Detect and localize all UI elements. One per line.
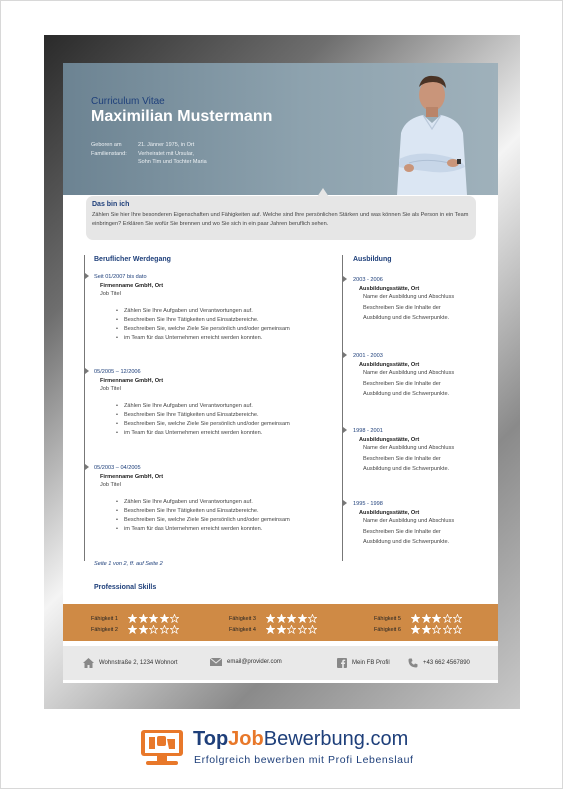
envelope-icon bbox=[210, 658, 222, 666]
facebook-icon bbox=[337, 658, 347, 668]
edu-line: Beschreiben Sie die Inhalte der bbox=[363, 304, 441, 311]
star-filled-icon bbox=[422, 625, 431, 634]
education-entry bbox=[353, 428, 493, 475]
education-timeline bbox=[342, 255, 343, 561]
family-value: Verheiratet mit Ursular, bbox=[138, 150, 194, 157]
brand-part-3: Bewerbung.com bbox=[263, 728, 409, 750]
star-filled-icon bbox=[298, 614, 307, 623]
star-empty-icon bbox=[443, 625, 452, 634]
skill-label: Fähigkeit 5 bbox=[374, 615, 401, 622]
brand-tagline: Erfolgreich bewerben mit Profi Lebenslauf bbox=[194, 754, 414, 766]
timeline-marker bbox=[85, 368, 89, 374]
edu-place: Ausbildungsstätte, Ort bbox=[359, 362, 420, 368]
cv-header bbox=[63, 63, 498, 195]
job-bullet: • Beschreiben Sie Ihre Tätigkeiten und Einsatzbereiche. bbox=[116, 507, 319, 516]
skill-row bbox=[374, 614, 464, 623]
edu-place: Ausbildungsstätte, Ort bbox=[359, 437, 420, 443]
edu-line: Beschreiben Sie die Inhalte der bbox=[363, 528, 441, 535]
born-value: 21. Jänner 1975, in Ort bbox=[138, 142, 195, 148]
star-empty-icon bbox=[287, 625, 296, 634]
education-entry bbox=[353, 277, 493, 324]
job-entry bbox=[94, 274, 319, 343]
address-text: Wohnstraße 2, 1234 Wohnort bbox=[99, 660, 178, 666]
star-filled-icon bbox=[277, 625, 286, 634]
job-bullet: • Beschreiben Sie, welche Ziele Sie persönlich und/oder gemeinsam bbox=[116, 420, 319, 429]
job-entry bbox=[94, 465, 319, 534]
home-icon bbox=[83, 658, 94, 668]
job-bullets bbox=[116, 307, 319, 343]
job-title: Job Titel bbox=[100, 482, 121, 488]
born-label: Geboren am bbox=[91, 142, 122, 148]
job-bullet: • Beschreiben Sie Ihre Tätigkeiten und Einsatzbereiche. bbox=[116, 411, 319, 420]
timeline-marker bbox=[343, 500, 347, 506]
star-filled-icon bbox=[266, 625, 275, 634]
star-filled-icon bbox=[422, 614, 431, 623]
skill-label: Fähigkeit 3 bbox=[229, 615, 256, 622]
email-text[interactable]: email@provider.com bbox=[227, 659, 282, 665]
star-filled-icon bbox=[128, 625, 137, 634]
star-empty-icon bbox=[170, 614, 179, 623]
skill-row bbox=[91, 625, 181, 634]
phone-item bbox=[408, 658, 470, 668]
phone-text: +43 662 4567890 bbox=[423, 660, 470, 666]
contact-footer bbox=[63, 646, 498, 680]
star-empty-icon bbox=[149, 625, 158, 634]
education-section-title: Ausbildung bbox=[353, 256, 392, 263]
skill-rating bbox=[411, 614, 464, 623]
job-bullet: • Zählen Sie Ihre Aufgaben und Verantwortungen auf. bbox=[116, 402, 319, 411]
personal-info bbox=[91, 141, 207, 167]
cv-document bbox=[63, 63, 498, 683]
skills-section-title: Professional Skills bbox=[94, 584, 157, 591]
timeline-marker bbox=[85, 464, 89, 470]
edu-date: 2001 - 2003 bbox=[353, 353, 383, 359]
job-company: Firmenname GmbH, Ort bbox=[100, 378, 164, 384]
job-bullet: • Zählen Sie Ihre Aufgaben und Verantwortungen auf. bbox=[116, 498, 319, 507]
skill-row bbox=[91, 614, 181, 623]
edu-line: Beschreiben Sie die Inhalte der bbox=[363, 455, 441, 462]
job-title: Job Titel bbox=[100, 291, 121, 297]
edu-line: Name der Ausbildung und Abschluss bbox=[363, 518, 455, 524]
timeline-marker bbox=[343, 276, 347, 282]
timeline-marker bbox=[343, 427, 347, 433]
star-filled-icon bbox=[128, 614, 137, 623]
address-item bbox=[83, 658, 178, 668]
skill-rating bbox=[266, 625, 319, 634]
job-bullet-cont: • im Team für das Unternehmen erreicht werden konnten. bbox=[116, 334, 319, 343]
job-bullet: • Zählen Sie Ihre Aufgaben und Verantwortungen auf. bbox=[116, 307, 319, 316]
job-date: 05/2005 – 12/2006 bbox=[94, 369, 141, 375]
cv-subtitle: Curriculum Vitae bbox=[91, 96, 165, 107]
skills-bar bbox=[63, 604, 498, 641]
brand-wordmark bbox=[193, 728, 408, 751]
edu-place: Ausbildungsstätte, Ort bbox=[359, 286, 420, 292]
brand-part-1: Top bbox=[193, 728, 229, 750]
job-entry bbox=[94, 369, 319, 438]
email-item[interactable] bbox=[210, 658, 282, 666]
star-filled-icon bbox=[411, 625, 420, 634]
star-empty-icon bbox=[170, 625, 179, 634]
brand-part-2: Job bbox=[228, 728, 264, 750]
star-empty-icon bbox=[160, 625, 169, 634]
star-filled-icon bbox=[277, 614, 286, 623]
facebook-text[interactable]: Mein FB Profil bbox=[352, 660, 390, 666]
skill-rating bbox=[411, 625, 464, 634]
skill-label: Fähigkeit 2 bbox=[91, 626, 118, 633]
star-empty-icon bbox=[308, 625, 317, 634]
edu-line: Ausbildung und die Schwerpunkte. bbox=[363, 539, 450, 545]
education-entry bbox=[353, 353, 493, 400]
job-bullet-cont: • im Team für das Unternehmen erreicht werden konnten. bbox=[116, 525, 319, 534]
job-bullet-cont: • im Team für das Unternehmen erreicht werden konnten. bbox=[116, 429, 319, 438]
star-empty-icon bbox=[432, 625, 441, 634]
edu-line: Name der Ausbildung und Abschluss bbox=[363, 445, 455, 451]
star-filled-icon bbox=[139, 625, 148, 634]
skill-row bbox=[374, 625, 464, 634]
edu-line: Beschreiben Sie die Inhalte der bbox=[363, 380, 441, 387]
work-timeline bbox=[84, 255, 85, 561]
job-bullets bbox=[116, 402, 319, 438]
facebook-item[interactable] bbox=[337, 658, 390, 668]
family-value-2: Sohn Tim und Tochter Maria bbox=[138, 159, 207, 165]
timeline-marker bbox=[343, 352, 347, 358]
edu-line: Name der Ausbildung und Abschluss bbox=[363, 294, 455, 300]
phone-icon bbox=[408, 658, 418, 668]
portrait-photo bbox=[379, 67, 479, 195]
job-company: Firmenname GmbH, Ort bbox=[100, 474, 164, 480]
timeline-marker bbox=[85, 273, 89, 279]
star-empty-icon bbox=[298, 625, 307, 634]
monitor-logo-icon bbox=[138, 729, 186, 767]
skill-label: Fähigkeit 1 bbox=[91, 615, 118, 622]
skill-label: Fähigkeit 4 bbox=[229, 626, 256, 633]
star-filled-icon bbox=[411, 614, 420, 623]
star-empty-icon bbox=[453, 614, 462, 623]
work-section-title: Beruflicher Werdegang bbox=[94, 256, 171, 263]
job-date: Seit 01/2007 bis dato bbox=[94, 274, 147, 280]
edu-line: Name der Ausbildung und Abschluss bbox=[363, 370, 455, 376]
skill-row bbox=[229, 625, 319, 634]
edu-line: Ausbildung und die Schwerpunkte. bbox=[363, 391, 450, 397]
job-bullet: • Beschreiben Sie, welche Ziele Sie persönlich und/oder gemeinsam bbox=[116, 325, 319, 334]
about-box bbox=[86, 196, 476, 240]
edu-date: 1995 - 1998 bbox=[353, 501, 383, 507]
edu-date: 1998 - 2001 bbox=[353, 428, 383, 434]
skill-rating bbox=[266, 614, 319, 623]
skill-label: Fähigkeit 6 bbox=[374, 626, 401, 633]
about-title: Das bin ich bbox=[92, 201, 130, 208]
job-bullet: • Beschreiben Sie Ihre Tätigkeiten und Einsatzbereiche. bbox=[116, 316, 319, 325]
edu-date: 2003 - 2006 bbox=[353, 277, 383, 283]
star-filled-icon bbox=[139, 614, 148, 623]
edu-line: Ausbildung und die Schwerpunkte. bbox=[363, 466, 450, 472]
star-filled-icon bbox=[432, 614, 441, 623]
edu-place: Ausbildungsstätte, Ort bbox=[359, 510, 420, 516]
star-empty-icon bbox=[453, 625, 462, 634]
star-filled-icon bbox=[149, 614, 158, 623]
job-bullet: • Beschreiben Sie, welche Ziele Sie persönlich und/oder gemeinsam bbox=[116, 516, 319, 525]
education-entry bbox=[353, 501, 493, 548]
page-note: Seite 1 von 2, ff. auf Seite 2 bbox=[94, 561, 163, 567]
star-empty-icon bbox=[443, 614, 452, 623]
skill-row bbox=[229, 614, 319, 623]
about-text: Zählen Sie hier Ihre besonderen Eigenschaften und Fähigkeiten auf. Welche sind Ihre persönlichen Stärken und was können Sie als Person in ein Team einbringen? Erklären Sie wofür Sie brennen und wo Sie sich in ein paar Jahren beruflich sehen. bbox=[92, 212, 469, 227]
family-label: Familienstand: bbox=[91, 150, 127, 157]
star-filled-icon bbox=[160, 614, 169, 623]
edu-line: Ausbildung und die Schwerpunkte. bbox=[363, 315, 450, 321]
star-filled-icon bbox=[266, 614, 275, 623]
cv-name: Maximilian Mustermann bbox=[91, 108, 273, 125]
job-title: Job Titel bbox=[100, 386, 121, 392]
job-date: 05/2003 – 04/2005 bbox=[94, 465, 141, 471]
skill-rating bbox=[128, 625, 181, 634]
star-empty-icon bbox=[308, 614, 317, 623]
skill-rating bbox=[128, 614, 181, 623]
job-company: Firmenname GmbH, Ort bbox=[100, 283, 164, 289]
job-bullets bbox=[116, 498, 319, 534]
star-filled-icon bbox=[287, 614, 296, 623]
